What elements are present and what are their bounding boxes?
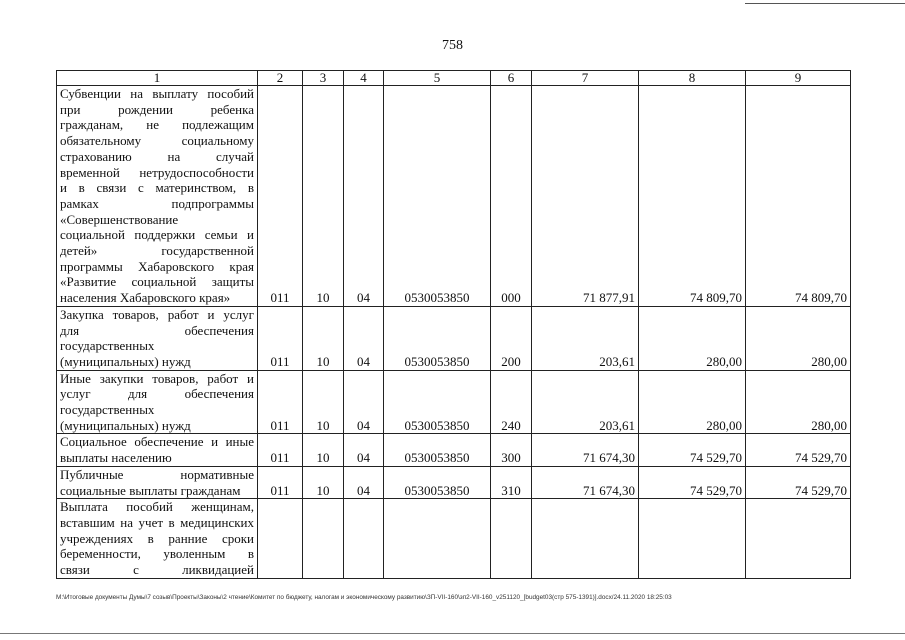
amount-col8: [639, 499, 746, 579]
amount-col8: 74 529,70: [639, 434, 746, 466]
code-ministry: 011: [258, 434, 303, 466]
code-section: 10: [303, 86, 344, 307]
amount-col8: 280,00: [639, 370, 746, 434]
code-ministry: 011: [258, 370, 303, 434]
amount-col7: [532, 499, 639, 579]
code-expense-type: 300: [491, 434, 532, 466]
column-header: 7: [532, 71, 639, 86]
amount-col9: 74 529,70: [746, 466, 851, 498]
code-section: [303, 499, 344, 579]
code-subsection: 04: [344, 434, 384, 466]
top-rule: [745, 3, 905, 4]
code-section: 10: [303, 466, 344, 498]
code-ministry: 011: [258, 466, 303, 498]
amount-col7: 71 674,30: [532, 466, 639, 498]
amount-col8: 280,00: [639, 306, 746, 370]
budget-table: [56, 70, 851, 579]
code-target: 0530053850: [384, 434, 491, 466]
column-header: 8: [639, 71, 746, 86]
amount-col7: 203,61: [532, 370, 639, 434]
item-name: Закупка товаров, работ и услуг для обеспечения государственных (муниципальных) нужд: [57, 306, 258, 370]
code-ministry: 011: [258, 86, 303, 307]
amount-col7: 71 674,30: [532, 434, 639, 466]
code-subsection: 04: [344, 86, 384, 307]
amount-col9: 74 529,70: [746, 434, 851, 466]
amount-col9: 280,00: [746, 306, 851, 370]
table-row: [57, 466, 851, 498]
amount-col7: 71 877,91: [532, 86, 639, 307]
code-target: [384, 499, 491, 579]
code-section: 10: [303, 306, 344, 370]
amount-col9: [746, 499, 851, 579]
code-target: 0530053850: [384, 466, 491, 498]
item-name: Выплата пособий женщинам, вставшим на учет в медицинских учреждениях в ранние сроки беременности, уволенным в связи с ликвидацией: [57, 499, 258, 579]
column-header: 9: [746, 71, 851, 86]
code-subsection: 04: [344, 306, 384, 370]
code-subsection: 04: [344, 466, 384, 498]
amount-col9: 74 809,70: [746, 86, 851, 307]
page-number: 758: [442, 38, 463, 53]
code-expense-type: 200: [491, 306, 532, 370]
amount-col8: 74 809,70: [639, 86, 746, 307]
column-header: 4: [344, 71, 384, 86]
code-ministry: 011: [258, 306, 303, 370]
amount-col7: 203,61: [532, 306, 639, 370]
code-expense-type: 310: [491, 466, 532, 498]
item-name: Социальное обеспечение и иные выплаты населению: [57, 434, 258, 466]
table-row: [57, 370, 851, 434]
amount-col9: 280,00: [746, 370, 851, 434]
code-target: 0530053850: [384, 86, 491, 307]
code-expense-type: 000: [491, 86, 532, 307]
code-expense-type: [491, 499, 532, 579]
code-section: 10: [303, 434, 344, 466]
code-expense-type: 240: [491, 370, 532, 434]
column-header: 6: [491, 71, 532, 86]
code-subsection: 04: [344, 370, 384, 434]
column-header: 1: [57, 71, 258, 86]
item-name: Публичные нормативные социальные выплаты гражданам: [57, 466, 258, 498]
code-section: 10: [303, 370, 344, 434]
column-header: 2: [258, 71, 303, 86]
column-header: 3: [303, 71, 344, 86]
column-number-row: [57, 71, 851, 86]
code-target: 0530053850: [384, 370, 491, 434]
item-name: Иные закупки товаров, работ и услуг для обеспечения государственных (муниципальных) нужд: [57, 370, 258, 434]
code-ministry: [258, 499, 303, 579]
table-row: [57, 434, 851, 466]
code-target: 0530053850: [384, 306, 491, 370]
table-row: [57, 306, 851, 370]
amount-col8: 74 529,70: [639, 466, 746, 498]
item-name: Субвенции на выплату пособий при рождении ребенка гражданам, не подлежащим обязательному социальному страхованию на случай временной нетрудоспособности и в связи с материнством, в рамках подпрограммы «Совершенствование социальной поддержки семьи и детей» государственной программы Хабаровского края «Развитие социальной защиты населения Хабаровского края»: [57, 86, 258, 307]
code-subsection: [344, 499, 384, 579]
table-row: [57, 499, 851, 579]
column-header: 5: [384, 71, 491, 86]
document-path-footer: М:\Итоговые документы Думы\7 созыв\Проекты\Законы\2 чтение\Комитет по бюджету, налогам и экономическому развитию\ЗП-VII-160\зп2-VII-160_v251120_[budget03(стр 575-1391)].docx/24.11.2020 18:25:03: [56, 594, 672, 601]
table-row: [57, 86, 851, 307]
bottom-rule: [0, 633, 905, 634]
